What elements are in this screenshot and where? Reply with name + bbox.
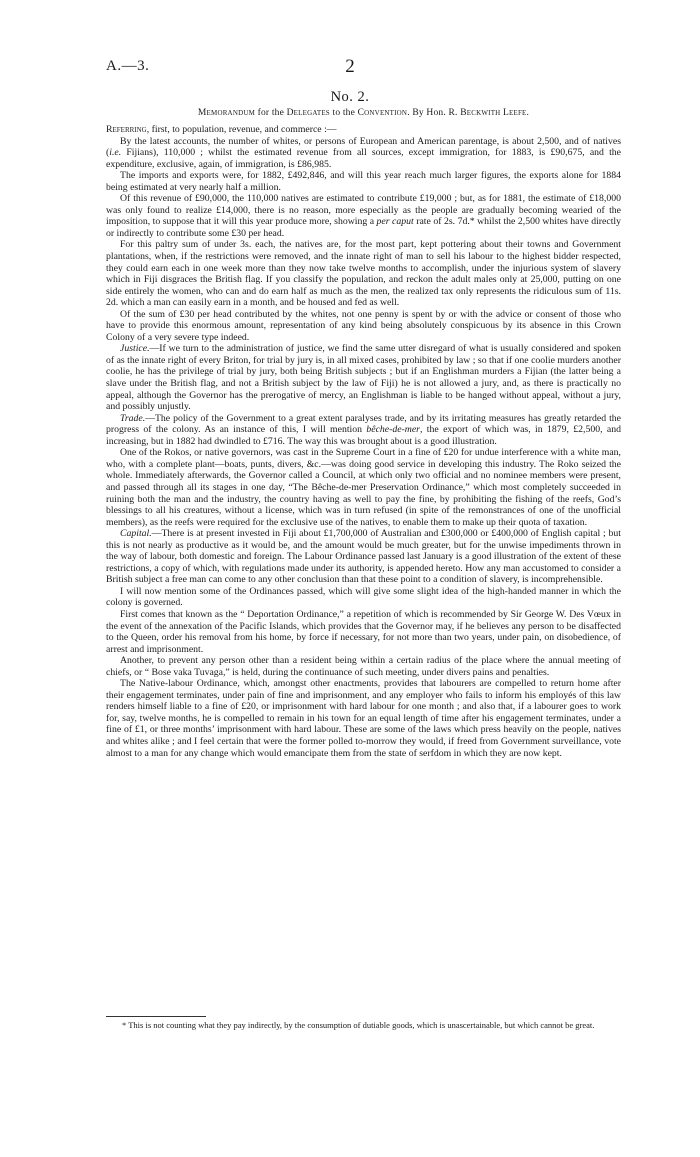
paragraph-text: —The policy of the Government to a great extent paralyses trade, and by its irritating measures has greatly retarded the progress of the colony. As an instance of this, I will mention	[106, 412, 621, 436]
paragraph-chiefs-meeting: Another, to prevent any person other than a resident being within a certain radius of the place where the annual meeting of chiefs, or “ Bose vaka Tuvaga,” is held, during the continuance of such meeting, under divers pains and penalties.	[106, 655, 621, 678]
memo-title-end: .	[526, 108, 530, 118]
memo-title-delegates: Delegates	[286, 108, 330, 118]
document-number: No. 2.	[330, 89, 370, 105]
paragraph-justice	[106, 343, 621, 412]
paragraph-whites-contribution: Of the sum of £30 per head contributed by the whites, not one penny is spent by or with the advice or consent of those who have to provide this enormous amount, representation of any kind being absolutely conspicuous by its absence in this Crown Colony of a very severe type indeed.	[106, 308, 621, 343]
paragraph-population	[106, 136, 621, 171]
memo-body	[106, 124, 621, 759]
paragraph-natives-tax: For this paltry sum of under 3s. each, the natives are, for the most part, kept pottering about their towns and Government plantations, when, if the restrictions were removed, and the innate right of man to sell his labour to the highest bidder respected, they could earn each in one week more than they now take twelve months to accomplish, under the injurious system of slavery which in Fiji disgraces the British flag. If you classify the population, and reckon the adult males only at 25,000, putting on one side entirely the women, who can and do earn half as much as the men, the realized tax only represents the ridiculous sum of 11s. 2d. which a man can easily earn in a month, and be housed and fed as well.	[106, 239, 621, 309]
memo-title-to-the: to the	[329, 108, 358, 118]
paragraph-intro	[106, 124, 621, 136]
paragraph-ordinances-intro: I will now mention some of the Ordinances passed, which will give some slight idea of the high-handed manner in which the colony is governed.	[106, 585, 621, 609]
paragraph-trade	[106, 413, 621, 448]
footnote-divider	[106, 1016, 206, 1017]
footnote-text: * This is not counting what they pay indirectly, by the consumption of dutiable goods, which is unascertainable, but which cannot be great.	[122, 1020, 595, 1030]
memo-title-author-name: Beckwith Leefe	[460, 108, 527, 118]
paragraph-revenue	[106, 193, 621, 239]
italic-text: bêche-de-mer	[366, 424, 420, 436]
document-reference: A.—3.	[106, 58, 150, 74]
footnote	[106, 1020, 621, 1031]
paragraph-text: Of this revenue of £90,000, the 110,000 natives are estimated to contribute £19,000 ; but, as for 1881, the estimate of £18,000 was only found to realize £14,000, there is no reason, more especially as the people are gradually becoming wearied of the imposition, to suppose that it will this year produce more, showing a	[106, 193, 621, 228]
memo-title-memorandum: Memorandum	[197, 108, 256, 118]
memo-title-for-the: for the	[255, 108, 287, 118]
memo-title-by: . By Hon. R.	[407, 108, 461, 118]
paragraph-imports-exports: The imports and exports were, for 1882, £492,846, and will this year reach much larger figures, the exports alone for 1884 being estimated at very nearly half a million.	[106, 170, 621, 193]
italic-text: i.e.	[109, 147, 122, 159]
paragraph-text: , the export of which was, in 1879, £2,500, and increasing, but in 1882 had dwindled to £716. The way this was brought about is a good illustration.	[106, 424, 621, 447]
paragraph-text: rate of 2s. 7d.* whilst the 2,500 whites have directly or indirectly to contribute some £30 per head.	[106, 216, 621, 239]
paragraph-capital	[106, 528, 621, 586]
paragraph-roko: One of the Rokos, or native governors, was cast in the Supreme Court in a fine of £20 for undue interference with a white man, who, with a complete plant—boats, punts, divers, &c.—was doing good service in developing this industry. The Roko seized the whole. Immediately afterwards, the Governor called a Council, at which only two official and no nominee members were present, and passed through all its stages in one day, “The Bêche-de-mer Preservation Ordinance,” which most completely succeeded in ruining both the man and the industry, the country having as well to pay the fine, by prohibiting the fishing of the reefs, God’s blessings to all his creatures, without a license, which was in turn refused (in spite of the remonstrances of one of the unofficial members), as the reefs were required for the exclusive use of the natives, to enable them to make up their quota of taxation.	[106, 447, 621, 528]
page-header	[0, 58, 700, 82]
lead-word: Referring	[106, 124, 147, 135]
page-number: 2	[345, 56, 355, 77]
paragraph-text: —If we turn to the administration of justice, we find the same utter disregard of what is usually considered and spoken of as the innate right of every Briton, for trial by jury is, in all mixed cases, prohibited by law ; so that if one coolie murders another coolie, he has the privilege of trial by jury, both being British subjects ; but if an Englishman murders a Fijian (the latter being a slave under the British flag, and not a British subject by the law of Fiji) he is not allowed a jury, and, as there is practically no appeal, although the Governor has the prerogative of mercy, an Englishman is liable to be hanged without appeal, without a jury, and possibly unjustly.	[106, 343, 621, 413]
paragraph-text: —There is at present invested in Fiji about £1,700,000 of Australian and £300,000 or £400,000 of English capital ; but this is not nearly as productive as it would be, and the amount would be much greater, but for the unwise impediments thrown in the way of labour, both domestic and foreign. The Labour Ordinance passed last January is a good illustration of the extent of these restrictions, a copy of which, with regulations made under its authority, is appended hereto. How any man accustomed to consider a British subject a free man can come to any other conclusion than that these point to a condition of slavery, is incomprehensible.	[106, 528, 621, 586]
paragraph-text: Fijians), 110,000 ; whilst the estimated revenue from all sources, except immigration, for 1883, is £90,675, and the expenditure, exclusive, again, of immigration, is £86,985.	[106, 147, 621, 170]
section-heading-justice: Justice.	[120, 343, 150, 355]
memo-title	[106, 108, 621, 118]
memo-title-convention: Convention	[357, 108, 408, 118]
section-heading-trade: Trade.	[120, 412, 146, 424]
paragraph-text: By the latest accounts, the number of whites, or persons of European and American parentage, is about 2,500, and of natives (	[106, 135, 621, 159]
paragraph-deportation: First comes that known as the “ Deportation Ordinance,” a repetition of which is recommended by Sir George W. Des Vœux in the event of the annexation of the Pacific Islands, which provides that the Governor may, if he believes any person to be disaffected to the Queen, order his removal from his home, by force if necessary, for not more than two years, under pain, on disobedience, of arrest and imprisonment.	[106, 608, 621, 655]
paragraph-native-labour: The Native-labour Ordinance, which, amongst other enactments, provides that labourers are compelled to return home after their engagement terminates, under pain of fine and imprisonment, and any employer who fails to inform his employés of this law renders himself liable to a fine of £20, or imprisonment with hard labour for one month ; and also that, if a labourer goes to work for, say, twelve months, he is compelled to remain in his town for an equal length of time after his engagement terminates, under a fine of £1, or three months’ imprisonment with hard labour. These are some of the laws which press heavily on the people, natives and whites alike ; and I feel certain that were the former polled to-morrow they would, if freed from Government surveillance, vote almost to a man for any change which would emancipate them from the state of serfdom in which they are now kept.	[106, 678, 621, 759]
paragraph-text: , first, to population, revenue, and commerce :—	[146, 124, 337, 135]
section-heading-capital: Capital.	[120, 528, 152, 540]
italic-text: per caput	[376, 216, 414, 228]
